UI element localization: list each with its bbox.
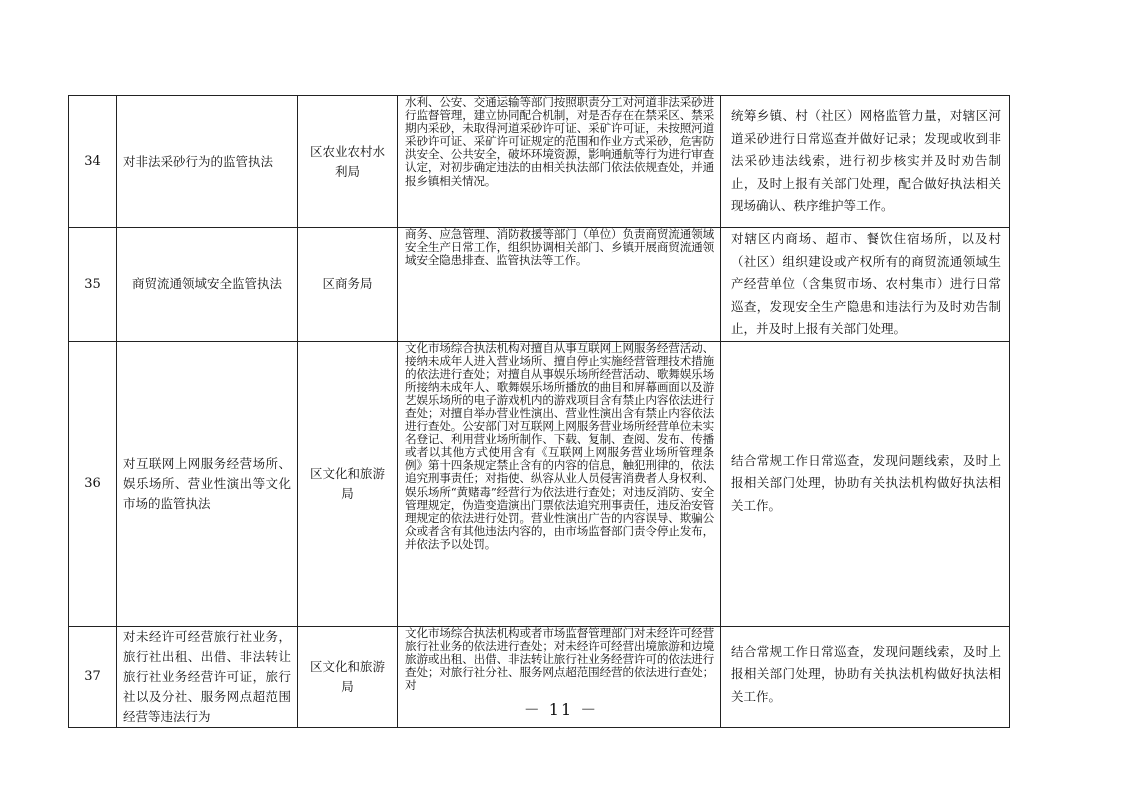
department: 区文化和旅游局 <box>298 626 398 727</box>
item-name: 商贸流通领域安全监管执法 <box>117 228 298 342</box>
department-duty: 商务、应急管理、消防救援等部门（单位）负责商贸流通领域安全生产日常工作，组织协调相关部门、乡镇开展商贸流通领域安全隐患排查、监管执法等工作。 <box>398 228 721 342</box>
town-duty: 结合常规工作日常巡查，发现问题线索，及时上报相关部门处理，协助有关执法机构做好执法相关工作。 <box>721 341 1010 626</box>
department: 区商务局 <box>298 228 398 342</box>
table-row <box>69 228 1010 342</box>
department-duty: 文化市场综合执法机构或者市场监督管理部门对未经许可经营旅行社业务的依法进行查处；对未经许可经营出境旅游和边境旅游或出租、出借、非法转让旅行社业务经营许可的依法进行查处；对旅行社分社、服务网点超范围经营的依法进行查处；对 <box>398 626 721 727</box>
row-number: 37 <box>69 626 117 727</box>
department-duty: 水利、公安、交通运输等部门按照职责分工对河道非法采砂进行监督管理，建立协同配合机制，对是否存在在禁采区、禁采期内采砂，未取得河道采砂许可证、采矿许可证，未按照河道采砂许可证、采矿许可证规定的范围和作业方式采砂，危害防洪安全、公共安全，破坏环境资源，影响通航等行为进行审查认定，对初步确定违法的由相关执法部门依法依规查处，并通报乡镇相关情况。 <box>398 96 721 228</box>
page-number: － 11 － <box>523 700 599 719</box>
responsibility-table <box>68 95 1010 728</box>
item-name: 对非法采砂行为的监管执法 <box>117 96 298 228</box>
table-row <box>69 96 1010 228</box>
row-number: 36 <box>69 341 117 626</box>
table-row <box>69 341 1010 626</box>
item-name: 对未经许可经营旅行社业务，旅行社出租、出借、非法转让旅行社业务经营许可证，旅行社以及分社、服务网点超范围经营等违法行为 <box>117 626 298 727</box>
item-name: 对互联网上网服务经营场所、娱乐场所、营业性演出等文化市场的监管执法 <box>117 341 298 626</box>
department-duty: 文化市场综合执法机构对擅自从事互联网上网服务经营活动、接纳未成年人进入营业场所、擅自停止实施经营管理技术措施的依法进行查处；对擅自从事娱乐场所经营活动、歌舞娱乐场所接纳未成年人、歌舞娱乐场所播放的曲目和屏幕画面以及游艺娱乐场所的电子游戏机内的游戏项目含有禁止内容依法进行查处；对擅自举办营业性演出、营业性演出含有禁止内容依法进行查处。公安部门对互联网上网服务营业场所经营单位未实名登记、利用营业场所制作、下载、复制、查阅、发布、传播或者以其他方式使用含有《互联网上网服务营业场所管理条例》第十四条规定禁止含有的内容的信息，触犯刑律的，依法追究刑事责任；对指使、纵容从业人员侵害消费者人身权利、娱乐场所“黄赌毒”经营行为依法进行查处；对违反消防、安全管理规定，伪造变造演出门票依法追究刑事责任，违反治安管理规定的依法进行处罚。营业性演出广告的内容误导、欺骗公众或者含有其他违法内容的，由市场监督部门责令停止发布，并依法予以处罚。 <box>398 341 721 626</box>
town-duty: 结合常规工作日常巡查，发现问题线索，及时上报相关部门处理，协助有关执法机构做好执法相关工作。 <box>721 626 1010 727</box>
row-number: 35 <box>69 228 117 342</box>
department: 区文化和旅游局 <box>298 341 398 626</box>
town-duty: 统筹乡镇、村（社区）网格监管力量，对辖区河道采砂进行日常巡查并做好记录；发现或收到非法采砂违法线索，进行初步核实并及时劝告制止，及时上报有关部门处理，配合做好执法相关现场确认、秩序维护等工作。 <box>721 96 1010 228</box>
department: 区农业农村水利局 <box>298 96 398 228</box>
town-duty: 对辖区内商场、超市、餐饮住宿场所，以及村（社区）组织建设或产权所有的商贸流通领域生产经营单位（含集贸市场、农村集市）进行日常巡查，发现安全生产隐患和违法行为及时劝告制止，并及时上报有关部门处理。 <box>721 228 1010 342</box>
row-number: 34 <box>69 96 117 228</box>
